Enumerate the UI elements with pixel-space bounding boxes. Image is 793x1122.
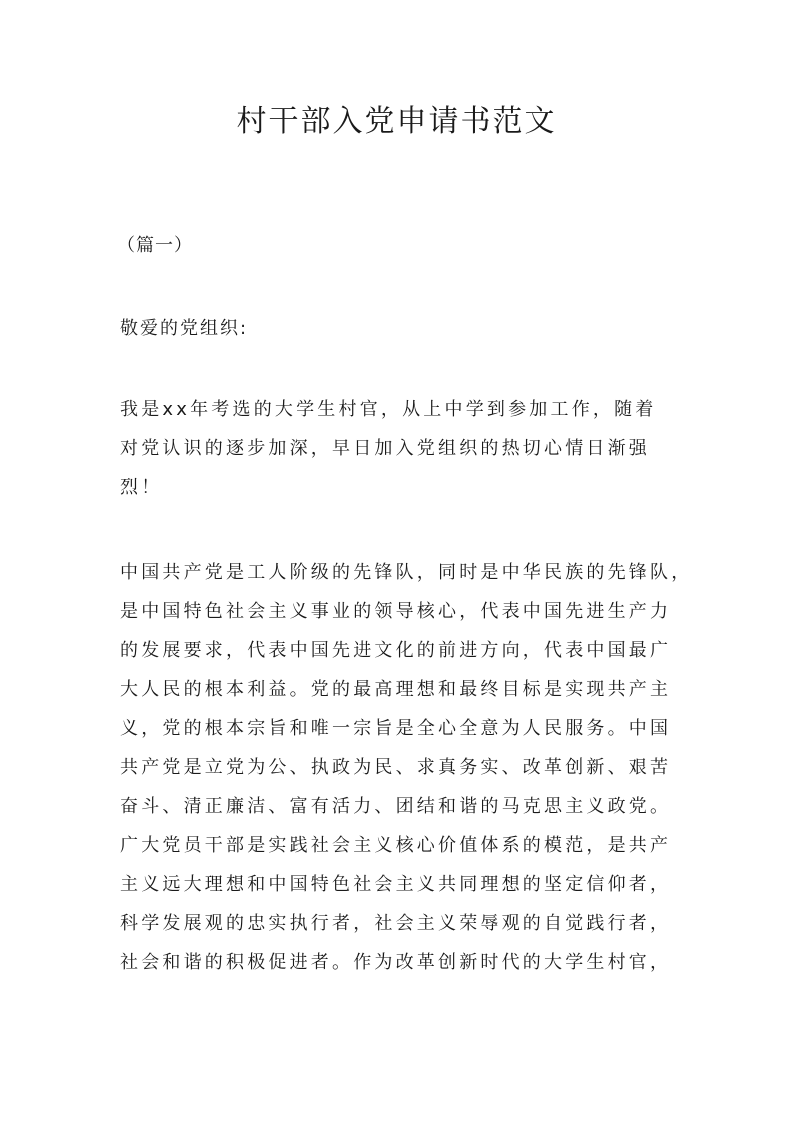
paragraph-line: 主义远大理想和中国特色社会主义共同理想的坚定信仰者， (120, 874, 672, 895)
paragraph-line: 大人民的根本利益。党的最高理想和最终目标是实现共产主 (120, 679, 672, 700)
paragraph-line: 烈！ (120, 477, 163, 498)
paragraph-line: 中国共产党是工人阶级的先锋队，同时是中华民族的先锋队， (120, 562, 693, 583)
paragraph-line: 义，党的根本宗旨和唯一宗旨是全心全意为人民服务。中国 (120, 718, 672, 739)
section-label: （篇一） (117, 235, 193, 256)
paragraph-line: 社会和谐的积极促进者。作为改革创新时代的大学生村官， (120, 952, 672, 973)
paragraph-body (120, 553, 693, 982)
paragraph-line: 是中国特色社会主义事业的领导核心，代表中国先进生产力 (120, 601, 672, 622)
paragraph-line: 对党认识的逐步加深，早日加入党组织的热切心情日渐强 (120, 438, 650, 459)
paragraph-line: 共产党是立党为公、执政为民、求真务实、改革创新、艰苦 (120, 757, 672, 778)
paragraph-line: 我是xx年考选的大学生村官，从上中学到参加工作，随着 (120, 399, 657, 420)
paragraph-line: 的发展要求，代表中国先进文化的前进方向，代表中国最广 (120, 640, 672, 661)
salutation: 敬爱的党组织: (120, 318, 249, 339)
paragraph-line: 科学发展观的忠实执行者，社会主义荣辱观的自觉践行者， (120, 913, 672, 934)
paragraph-line: 奋斗、清正廉洁、富有活力、团结和谐的马克思主义政党。 (120, 796, 672, 817)
paragraph-intro (120, 390, 680, 507)
document-title: 村干部入党申请书范文 (236, 104, 557, 139)
paragraph-line: 广大党员干部是实践社会主义核心价值体系的模范，是共产 (120, 835, 672, 856)
